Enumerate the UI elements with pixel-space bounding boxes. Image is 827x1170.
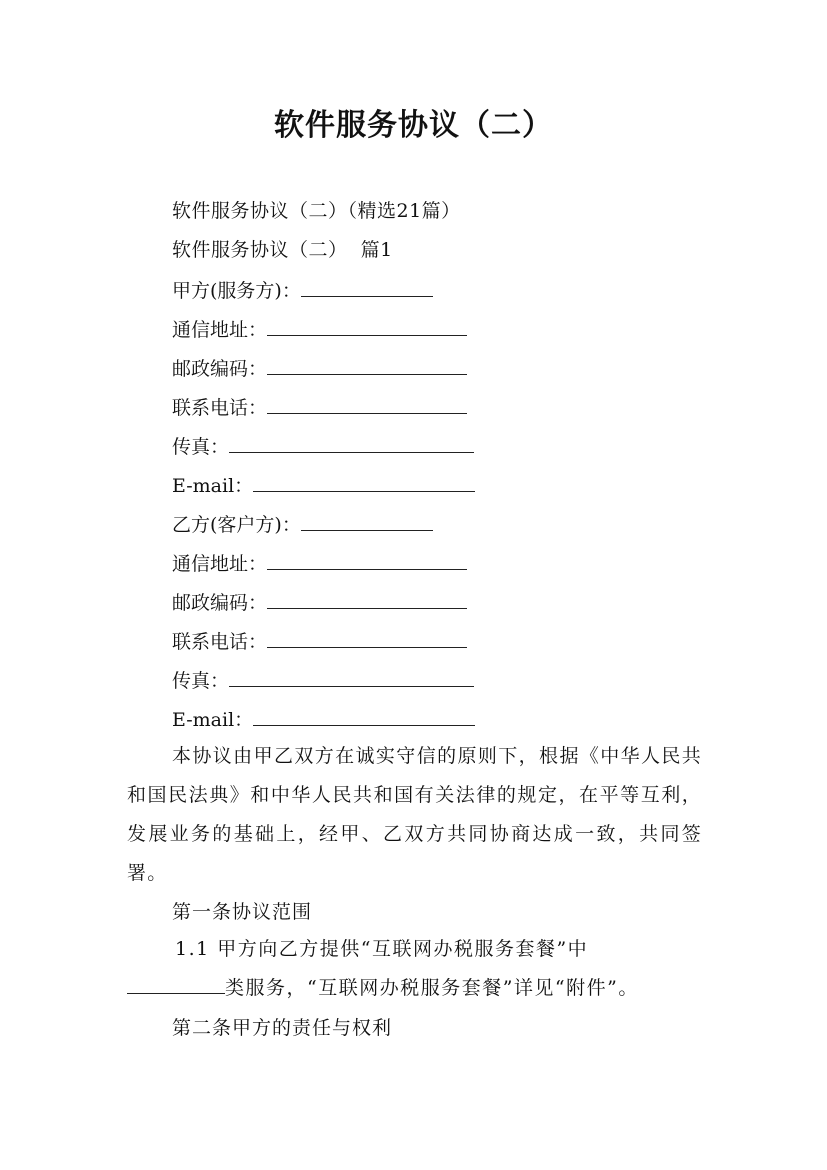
- service-class-blank: [127, 975, 225, 994]
- party-b-email-blank: [253, 707, 475, 726]
- party-b-address-label: 通信地址：: [172, 553, 268, 575]
- party-b-email-row: [172, 707, 475, 732]
- article-1-heading: 第一条协议范围: [172, 901, 313, 923]
- article-2-heading: 第二条甲方的责任与权利: [172, 1017, 393, 1039]
- party-b-phone-label: 联系电话：: [172, 631, 268, 653]
- party-a-phone-label: 联系电话：: [172, 397, 268, 419]
- party-a-header-row: [172, 278, 433, 303]
- article-1-clause: [127, 930, 702, 1008]
- party-a-fax-label: 传真：: [172, 436, 230, 458]
- party-a-email-blank: [253, 473, 475, 492]
- party-a-header: 甲方(服务方)：: [172, 280, 301, 302]
- party-b-phone-blank: [267, 629, 467, 648]
- party-b-header-row: [172, 512, 433, 537]
- party-a-postcode-label: 邮政编码：: [172, 358, 268, 380]
- party-a-name-blank: [301, 278, 433, 297]
- party-b-postcode-blank: [267, 590, 467, 609]
- document-title: 软件服务协议（二）: [274, 108, 553, 143]
- clause-1-1-part2: 类服务，“互联网办税服务套餐”详见“附件”。: [225, 977, 639, 999]
- party-b-postcode-label: 邮政编码：: [172, 592, 268, 614]
- party-a-address-blank: [267, 317, 467, 336]
- party-a-phone-blank: [267, 395, 467, 414]
- party-a-email-row: [172, 473, 475, 498]
- party-b-address-row: [172, 551, 467, 576]
- party-b-fax-label: 传真：: [172, 670, 230, 692]
- clause-1-1-part1: 1.1 甲方向乙方提供“互联网办税服务套餐”中: [175, 938, 589, 960]
- party-a-fax-row: [172, 434, 474, 459]
- intro-paragraph: 本协议由甲乙双方在诚实守信的原则下，根据《中华人民共和国民法典》和中华人民共和国有关法律的规定，在平等互利，发展业务的基础上，经甲、乙双方共同协商达成一致，共同签署。: [127, 745, 702, 884]
- party-a-phone-row: [172, 395, 467, 420]
- party-a-email-label: E-mail：: [172, 475, 254, 497]
- party-b-name-blank: [301, 512, 433, 531]
- party-a-postcode-row: [172, 356, 467, 381]
- party-b-header: 乙方(客户方)：: [172, 514, 301, 536]
- party-b-postcode-row: [172, 590, 467, 615]
- party-b-phone-row: [172, 629, 467, 654]
- party-b-address-blank: [267, 551, 467, 570]
- party-a-fax-blank: [229, 434, 474, 453]
- chapter-heading: 软件服务协议（二） 篇1: [172, 239, 393, 261]
- party-a-postcode-blank: [267, 356, 467, 375]
- party-a-address-row: [172, 317, 467, 342]
- party-b-email-label: E-mail：: [172, 709, 254, 731]
- party-a-address-label: 通信地址：: [172, 319, 268, 341]
- party-b-fax-blank: [229, 668, 474, 687]
- party-b-fax-row: [172, 668, 474, 693]
- document-subtitle: 软件服务协议（二）（精选21篇）: [172, 200, 461, 222]
